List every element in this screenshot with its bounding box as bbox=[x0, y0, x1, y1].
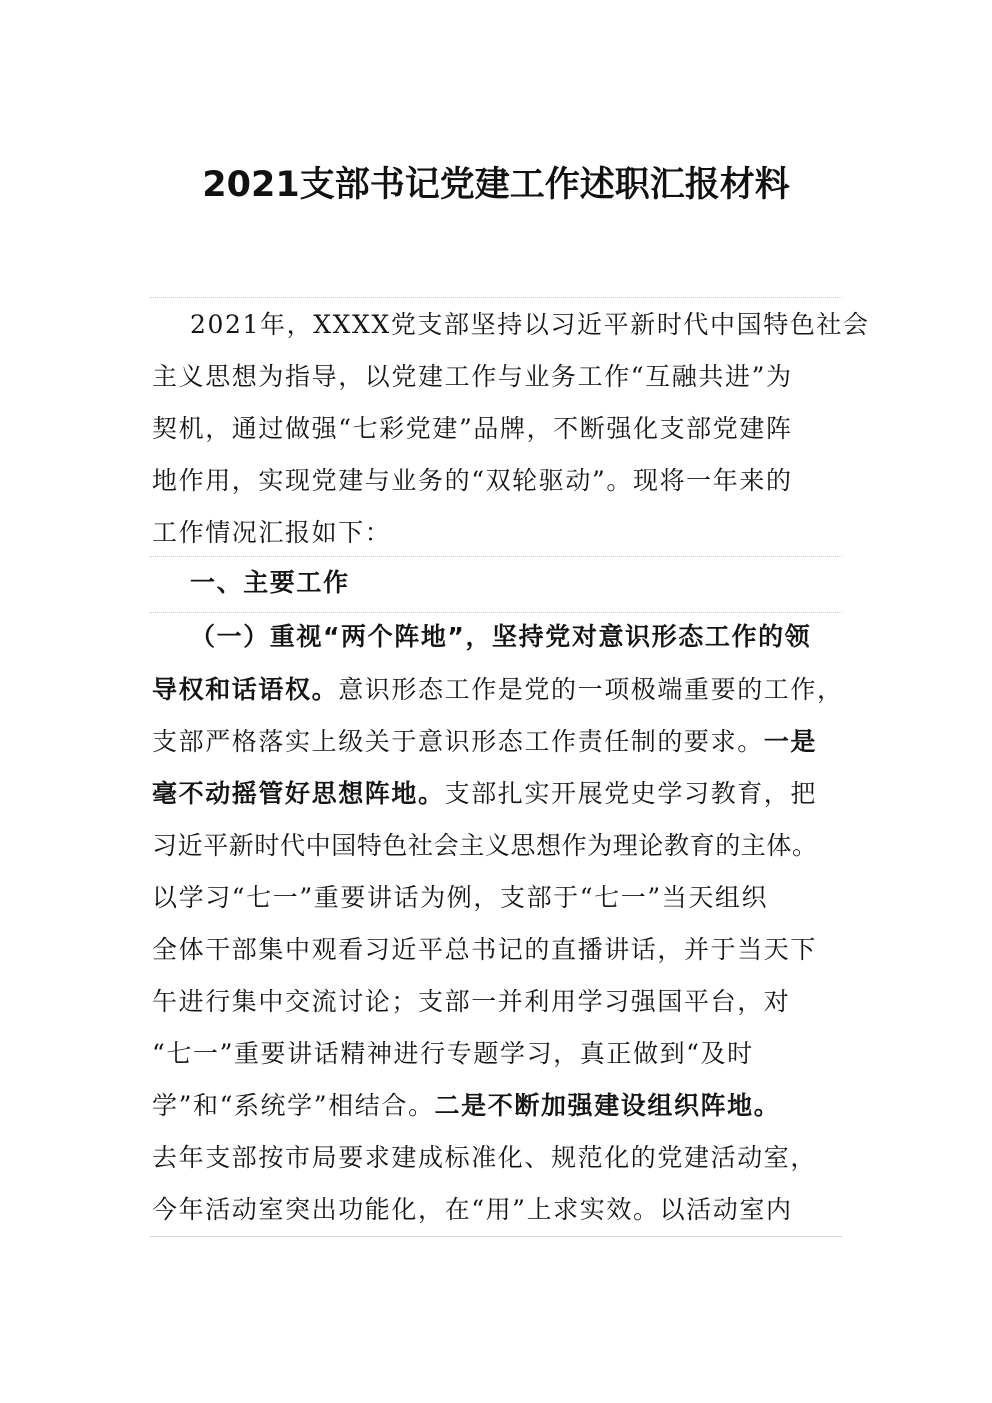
body-text: 支部扎实开展党史学习教育，把 bbox=[444, 779, 818, 808]
body-text: 学”和“系统学”相结合。 bbox=[152, 1091, 435, 1120]
bold-phrase: 二是不断加强建设组织阵地。 bbox=[434, 1091, 781, 1120]
body-line-4 bbox=[152, 779, 842, 809]
bold-phrase: 一是 bbox=[763, 727, 818, 756]
body-line-9: “七一”重要讲话精神进行专题学习，真正做到“及时 bbox=[152, 1039, 754, 1068]
divider-line bbox=[150, 612, 842, 613]
body-line-6: 以学习“七一”重要讲话为例，支部于“七一”当天组织 bbox=[152, 883, 769, 912]
subsection-heading: （一）重视“两个阵地”，坚持党对意识形态工作的领 bbox=[190, 622, 812, 651]
body-line-12: 今年活动室突出功能化，在“用”上求实效。以活动室内 bbox=[152, 1195, 793, 1224]
intro-line-1: 2021年，XXXX党支部坚持以习近平新时代中国特色社会 bbox=[190, 310, 870, 339]
divider-line bbox=[150, 1236, 842, 1237]
divider-line bbox=[150, 556, 842, 557]
body-line-8: 午进行集中交流讨论；支部一并利用学习强国平台，对 bbox=[152, 987, 791, 1016]
bold-phrase: 导权和话语权。 bbox=[152, 675, 339, 704]
intro-line-4: 地作用，实现党建与业务的“双轮驱动”。现将一年来的 bbox=[152, 466, 793, 495]
body-line-7: 全体干部集中观看习近平总书记的直播讲话，并于当天下 bbox=[152, 935, 818, 964]
intro-line-5: 工作情况汇报如下： bbox=[152, 518, 392, 547]
body-line-3 bbox=[152, 727, 842, 757]
intro-line-2: 主义思想为指导，以党建工作与业务工作“互融共进”为 bbox=[152, 362, 793, 391]
body-line-10 bbox=[152, 1091, 842, 1121]
section-heading: 一、主要工作 bbox=[190, 568, 350, 597]
divider-line bbox=[150, 297, 842, 298]
body-line-5: 习近平新时代中国特色社会主义思想作为理论教育的主体。 bbox=[152, 831, 818, 860]
document-title: 2021支部书记党建工作述职汇报材料 bbox=[202, 165, 790, 205]
body-line-11: 去年支部按市局要求建成标准化、规范化的党建活动室， bbox=[152, 1143, 818, 1172]
intro-line-3: 契机，通过做强“七彩党建”品牌，不断强化支部党建阵 bbox=[152, 414, 793, 443]
body-text: 支部严格落实上级关于意识形态工作责任制的要求。 bbox=[152, 727, 764, 756]
bold-phrase: 毫不动摇管好思想阵地。 bbox=[152, 779, 445, 808]
body-text: 意识形态工作是党的一项极端重要的工作， bbox=[338, 675, 844, 704]
body-line-2 bbox=[152, 675, 842, 705]
